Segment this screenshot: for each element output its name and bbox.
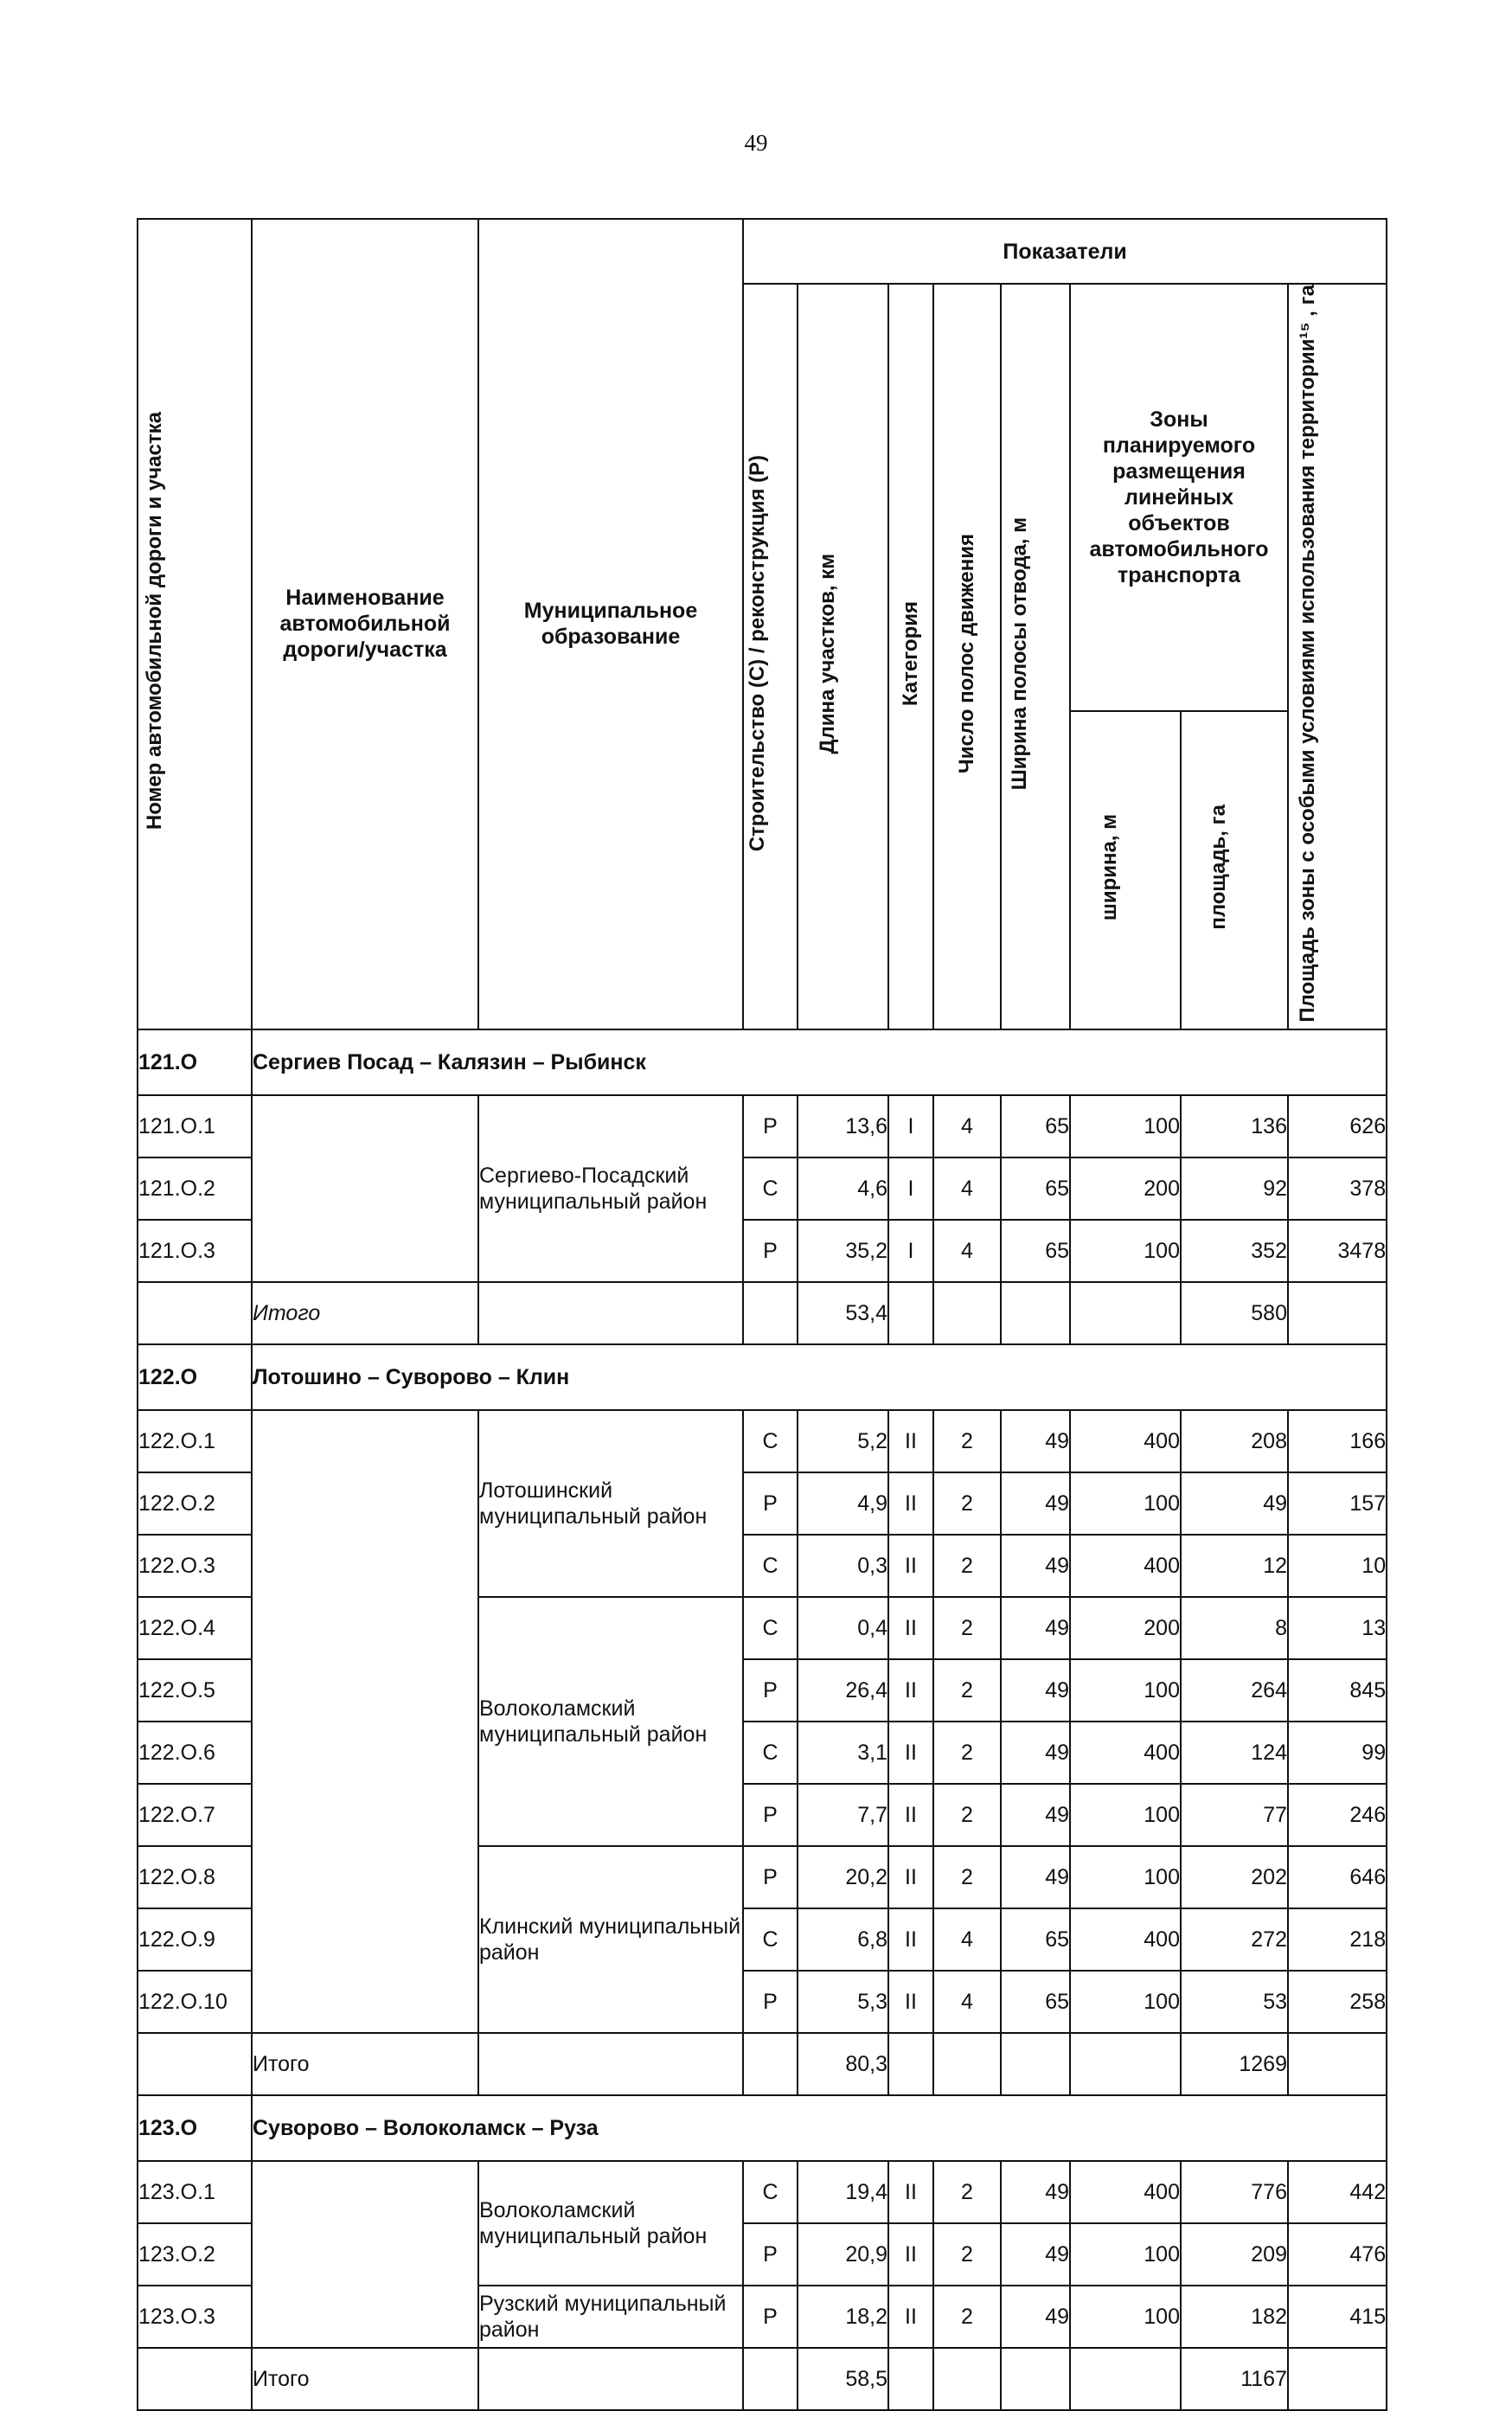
zone-area: 209	[1181, 2223, 1288, 2286]
road-number: 123.О	[138, 2095, 252, 2161]
zone-area: 12	[1181, 1535, 1288, 1597]
row-width: 49	[1001, 2161, 1070, 2223]
length-km: 20,2	[798, 1846, 888, 1908]
special-area: 99	[1288, 1722, 1387, 1784]
zone-width: 200	[1070, 1597, 1181, 1659]
total-blank	[1070, 1282, 1181, 1344]
special-area: 157	[1288, 1472, 1387, 1535]
length-km: 18,2	[798, 2286, 888, 2348]
lanes: 2	[933, 1472, 1001, 1535]
total-zone-area: 1167	[1181, 2348, 1288, 2410]
build-type: Р	[743, 1095, 798, 1157]
segment-number: 122.О.8	[138, 1846, 252, 1908]
total-blank	[138, 2348, 252, 2410]
segment-number: 122.О.1	[138, 1410, 252, 1472]
build-type: С	[743, 1597, 798, 1659]
segment-number: 122.О.4	[138, 1597, 252, 1659]
category: II	[888, 1472, 933, 1535]
zone-width: 100	[1070, 1220, 1181, 1282]
segment-number: 121.О.2	[138, 1157, 252, 1220]
zone-width: 100	[1070, 1659, 1181, 1722]
roads-table	[137, 218, 1387, 2411]
build-type: Р	[743, 1846, 798, 1908]
zone-area: 49	[1181, 1472, 1288, 1535]
special-area: 258	[1288, 1971, 1387, 2033]
zone-width: 200	[1070, 1157, 1181, 1220]
lanes: 4	[933, 1971, 1001, 2033]
category: II	[888, 1410, 933, 1472]
row-width: 65	[1001, 1971, 1070, 2033]
lanes: 2	[933, 1597, 1001, 1659]
header-special-area: Площадь зоны с особыми условиями использования территории¹⁵ , га	[1288, 284, 1387, 1029]
row-width: 65	[1001, 1157, 1070, 1220]
lanes: 2	[933, 1410, 1001, 1472]
category: II	[888, 1971, 933, 2033]
build-type: Р	[743, 1971, 798, 2033]
zone-width: 100	[1070, 2286, 1181, 2348]
total-blank	[478, 2348, 743, 2410]
total-blank	[933, 2348, 1001, 2410]
header-row-width: Ширина полосы отвода, м	[1001, 284, 1070, 1029]
total-blank	[888, 2348, 933, 2410]
zone-width: 400	[1070, 1908, 1181, 1971]
header-zone-width: ширина, м	[1070, 711, 1181, 1029]
lanes: 2	[933, 1535, 1001, 1597]
special-area: 13	[1288, 1597, 1387, 1659]
segment-number: 122.О.3	[138, 1535, 252, 1597]
lanes: 2	[933, 2286, 1001, 2348]
lanes: 4	[933, 1157, 1001, 1220]
length-km: 20,9	[798, 2223, 888, 2286]
total-blank	[888, 1282, 933, 1344]
header-road-name: Наименование автомобильной дороги/участка	[252, 219, 478, 1029]
category: I	[888, 1220, 933, 1282]
row-width: 49	[1001, 1659, 1070, 1722]
header-zone-area: площадь, га	[1181, 711, 1288, 1029]
segment-number: 122.О.9	[138, 1908, 252, 1971]
total-row	[138, 2033, 1387, 2095]
row-width: 65	[1001, 1908, 1070, 1971]
lanes: 2	[933, 1784, 1001, 1846]
total-blank	[933, 1282, 1001, 1344]
length-km: 4,9	[798, 1472, 888, 1535]
category: II	[888, 2223, 933, 2286]
total-label: Итого	[252, 2033, 478, 2095]
section-title-row	[138, 1344, 1387, 1410]
build-type: С	[743, 1722, 798, 1784]
road-name: Лотошино – Суворово – Клин	[252, 1344, 1387, 1410]
total-length: 53,4	[798, 1282, 888, 1344]
total-blank	[478, 2033, 743, 2095]
row-width: 49	[1001, 1535, 1070, 1597]
zone-area: 352	[1181, 1220, 1288, 1282]
total-blank	[933, 2033, 1001, 2095]
segment-number: 123.О.3	[138, 2286, 252, 2348]
segment-number: 123.О.2	[138, 2223, 252, 2286]
row-width: 49	[1001, 1410, 1070, 1472]
header-build: Строительство (С) / реконструкция (Р)	[743, 284, 798, 1029]
segment-number: 121.О.3	[138, 1220, 252, 1282]
zone-area: 136	[1181, 1095, 1288, 1157]
page-number: 49	[744, 130, 768, 156]
total-length: 80,3	[798, 2033, 888, 2095]
length-km: 5,2	[798, 1410, 888, 1472]
category: II	[888, 1535, 933, 1597]
total-blank	[1070, 2348, 1181, 2410]
special-area: 246	[1288, 1784, 1387, 1846]
build-type: С	[743, 1157, 798, 1220]
total-zone-area: 1269	[1181, 2033, 1288, 2095]
length-km: 4,6	[798, 1157, 888, 1220]
municipality: Рузский муниципальный район	[478, 2286, 743, 2348]
segment-number: 122.О.10	[138, 1971, 252, 2033]
segment-number: 122.О.2	[138, 1472, 252, 1535]
zone-width: 100	[1070, 1971, 1181, 2033]
length-km: 26,4	[798, 1659, 888, 1722]
category: II	[888, 1908, 933, 1971]
total-blank	[1001, 2348, 1070, 2410]
build-type: Р	[743, 1659, 798, 1722]
lanes: 4	[933, 1220, 1001, 1282]
lanes: 4	[933, 1095, 1001, 1157]
total-blank	[138, 1282, 252, 1344]
zone-area: 53	[1181, 1971, 1288, 2033]
segment-name-blank	[252, 1410, 478, 2033]
build-type: Р	[743, 2286, 798, 2348]
length-km: 19,4	[798, 2161, 888, 2223]
road-number: 122.О	[138, 1344, 252, 1410]
zone-width: 400	[1070, 2161, 1181, 2223]
zone-width: 100	[1070, 2223, 1181, 2286]
category: II	[888, 1597, 933, 1659]
row-width: 49	[1001, 1846, 1070, 1908]
lanes: 2	[933, 2161, 1001, 2223]
header-municipality: Муниципальное образование	[478, 219, 743, 1029]
zone-width: 100	[1070, 1472, 1181, 1535]
length-km: 6,8	[798, 1908, 888, 1971]
length-km: 7,7	[798, 1784, 888, 1846]
zone-area: 124	[1181, 1722, 1288, 1784]
section-title-row	[138, 2095, 1387, 2161]
total-blank	[478, 1282, 743, 1344]
build-type: С	[743, 1908, 798, 1971]
special-area: 626	[1288, 1095, 1387, 1157]
length-km: 5,3	[798, 1971, 888, 2033]
special-area: 166	[1288, 1410, 1387, 1472]
row-width: 49	[1001, 1597, 1070, 1659]
header-indicators: Показатели	[743, 219, 1387, 284]
build-type: С	[743, 1535, 798, 1597]
zone-area: 264	[1181, 1659, 1288, 1722]
total-blank	[1070, 2033, 1181, 2095]
road-name: Суворово – Волоколамск – Руза	[252, 2095, 1387, 2161]
zone-area: 208	[1181, 1410, 1288, 1472]
special-area: 218	[1288, 1908, 1387, 1971]
build-type: Р	[743, 1472, 798, 1535]
municipality: Клинский муниципальный район	[478, 1846, 743, 2033]
municipality: Сергиево-Посадский муниципальный район	[478, 1095, 743, 1282]
row-width: 49	[1001, 2223, 1070, 2286]
zone-area: 8	[1181, 1597, 1288, 1659]
zone-width: 400	[1070, 1722, 1181, 1784]
total-row	[138, 1282, 1387, 1344]
total-blank	[743, 2348, 798, 2410]
build-type: Р	[743, 2223, 798, 2286]
zone-area: 92	[1181, 1157, 1288, 1220]
category: II	[888, 1846, 933, 1908]
header-lanes: Число полос движения	[933, 284, 1001, 1029]
table-row	[138, 1095, 1387, 1157]
lanes: 2	[933, 2223, 1001, 2286]
total-blank	[1288, 2348, 1387, 2410]
zone-width: 100	[1070, 1784, 1181, 1846]
segment-number: 123.О.1	[138, 2161, 252, 2223]
category: II	[888, 1659, 933, 1722]
build-type: Р	[743, 1784, 798, 1846]
segment-number: 121.О.1	[138, 1095, 252, 1157]
special-area: 442	[1288, 2161, 1387, 2223]
total-length: 58,5	[798, 2348, 888, 2410]
zone-area: 182	[1181, 2286, 1288, 2348]
road-number: 121.О	[138, 1029, 252, 1095]
build-type: Р	[743, 1220, 798, 1282]
total-blank	[1001, 1282, 1070, 1344]
segment-number: 122.О.5	[138, 1659, 252, 1722]
segment-number: 122.О.6	[138, 1722, 252, 1784]
special-area: 3478	[1288, 1220, 1387, 1282]
total-blank	[888, 2033, 933, 2095]
lanes: 2	[933, 1659, 1001, 1722]
row-width: 49	[1001, 1472, 1070, 1535]
row-width: 49	[1001, 1784, 1070, 1846]
length-km: 0,4	[798, 1597, 888, 1659]
road-name: Сергиев Посад – Калязин – Рыбинск	[252, 1029, 1387, 1095]
lanes: 2	[933, 1722, 1001, 1784]
special-area: 845	[1288, 1659, 1387, 1722]
total-blank	[1288, 2033, 1387, 2095]
length-km: 0,3	[798, 1535, 888, 1597]
zone-area: 202	[1181, 1846, 1288, 1908]
total-zone-area: 580	[1181, 1282, 1288, 1344]
lanes: 4	[933, 1908, 1001, 1971]
header-length: Длина участков, км	[798, 284, 888, 1029]
category: II	[888, 1722, 933, 1784]
special-area: 646	[1288, 1846, 1387, 1908]
category: II	[888, 1784, 933, 1846]
build-type: С	[743, 2161, 798, 2223]
special-area: 415	[1288, 2286, 1387, 2348]
zone-width: 400	[1070, 1410, 1181, 1472]
lanes: 2	[933, 1846, 1001, 1908]
municipality: Волоколамский муниципальный район	[478, 2161, 743, 2286]
total-blank	[1001, 2033, 1070, 2095]
special-area: 378	[1288, 1157, 1387, 1220]
build-type: С	[743, 1410, 798, 1472]
segment-name-blank	[252, 1095, 478, 1282]
special-area: 10	[1288, 1535, 1387, 1597]
segment-name-blank	[252, 2161, 478, 2348]
row-width: 65	[1001, 1220, 1070, 1282]
category: II	[888, 2161, 933, 2223]
row-width: 49	[1001, 2286, 1070, 2348]
total-blank	[138, 2033, 252, 2095]
section-title-row	[138, 1029, 1387, 1095]
category: I	[888, 1095, 933, 1157]
category: I	[888, 1157, 933, 1220]
municipality: Лотошинский муниципальный район	[478, 1410, 743, 1597]
total-row	[138, 2348, 1387, 2410]
header-zones-group: Зоны планируемого размещения линейных объектов автомобильного транспорта	[1070, 284, 1288, 711]
segment-number: 122.О.7	[138, 1784, 252, 1846]
length-km: 3,1	[798, 1722, 888, 1784]
total-label: Итого	[252, 2348, 478, 2410]
table-row	[138, 2161, 1387, 2223]
special-area: 476	[1288, 2223, 1387, 2286]
length-km: 13,6	[798, 1095, 888, 1157]
length-km: 35,2	[798, 1220, 888, 1282]
row-width: 49	[1001, 1722, 1070, 1784]
zone-area: 776	[1181, 2161, 1288, 2223]
table-row	[138, 1410, 1387, 1472]
category: II	[888, 2286, 933, 2348]
total-blank	[1288, 1282, 1387, 1344]
total-blank	[743, 1282, 798, 1344]
total-blank	[743, 2033, 798, 2095]
total-label: Итого	[252, 1282, 478, 1344]
row-width: 65	[1001, 1095, 1070, 1157]
zone-width: 100	[1070, 1846, 1181, 1908]
zone-width: 100	[1070, 1095, 1181, 1157]
header-road-number: Номер автомобильной дороги и участка	[138, 219, 252, 1029]
zone-width: 400	[1070, 1535, 1181, 1597]
header-category: Категория	[888, 284, 933, 1029]
zone-area: 77	[1181, 1784, 1288, 1846]
zone-area: 272	[1181, 1908, 1288, 1971]
municipality: Волоколамский муниципальный район	[478, 1597, 743, 1846]
